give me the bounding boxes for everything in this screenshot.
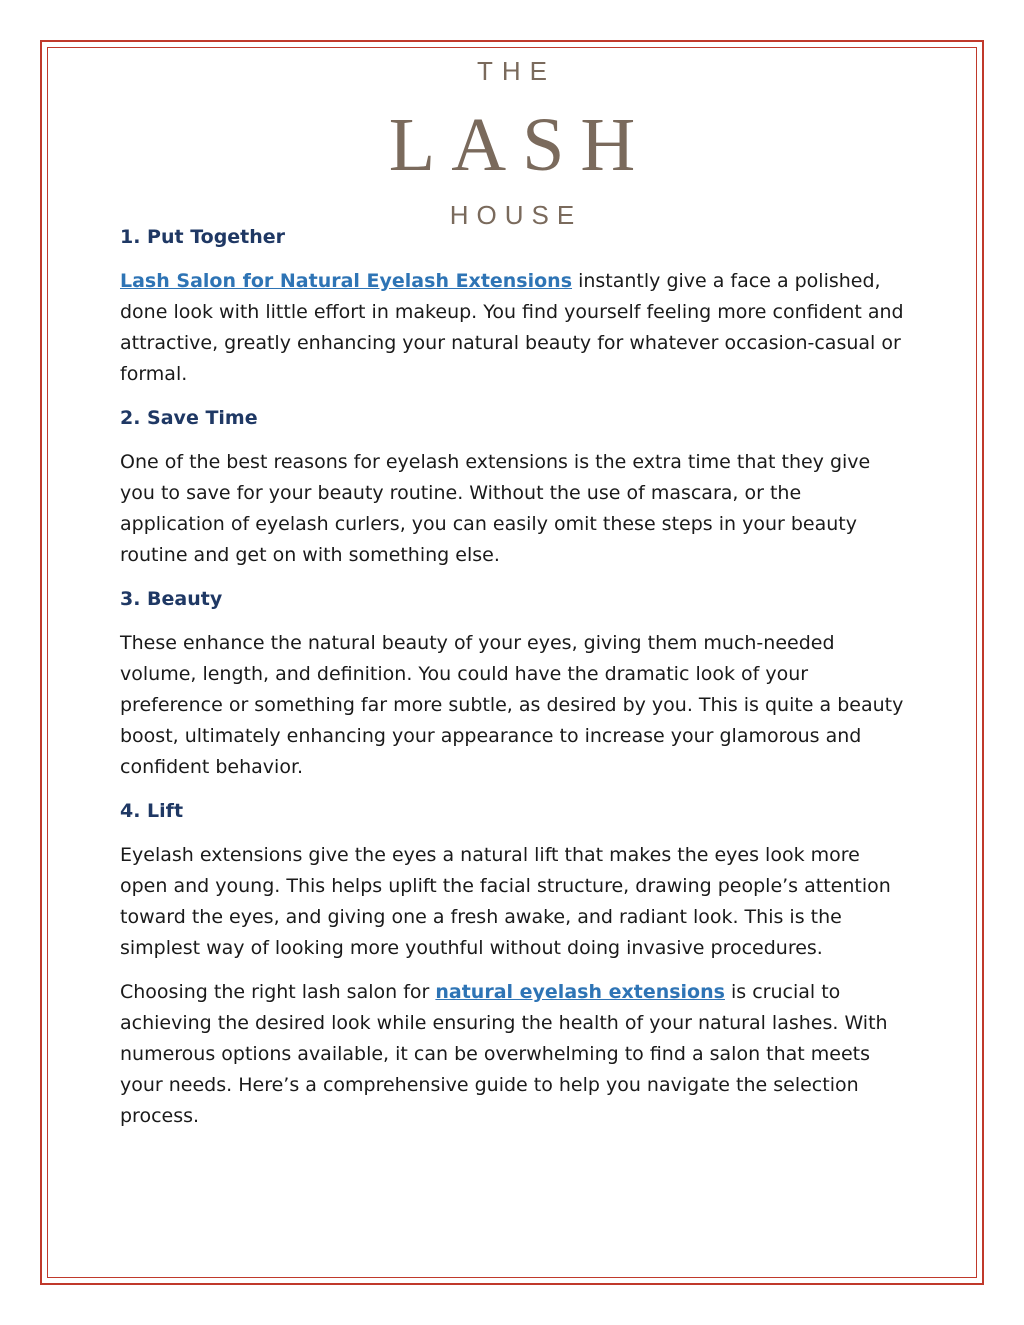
section-heading-save-time: 2. Save Time <box>120 407 258 429</box>
lash-house-logo <box>362 54 662 234</box>
section-text-put-together: instantly give a face a polished, done look with little effort in makeup. You find yourself feeling more confident and attractive, greatly enhancing your natural beauty for whatever occasion-casual or formal. <box>120 270 904 385</box>
section-heading-beauty: 3. Beauty <box>120 588 223 610</box>
section-heading-lift: 4. Lift <box>120 800 184 822</box>
logo-lash-text: LASH <box>388 103 652 187</box>
closing-paragraph <box>120 977 910 1132</box>
section-paragraph-put-together <box>120 266 910 390</box>
closing-text-before: Choosing the right lash salon for <box>120 981 436 1003</box>
logo-the-text: THE <box>477 56 556 86</box>
section-heading-put-together: 1. Put Together <box>120 226 286 248</box>
section-paragraph-beauty: These enhance the natural beauty of your eyes, giving them much-needed volume, length, and definition. You could have the dramatic look of your preference or something far more subtle, as desired by you. This is quite a beauty boost, ultimately enhancing your appearance to increase your glamorous and confident behavior. <box>120 632 904 778</box>
section-paragraph-lift: Eyelash extensions give the eyes a natural lift that makes the eyes look more open and young. This helps uplift the facial structure, drawing people’s attention toward the eyes, and giving one a fresh awake, and radiant look. This is the simplest way of looking more youthful without doing invasive procedures. <box>120 844 891 959</box>
closing-text-after: is crucial to achieving the desired look while ensuring the health of your natural lashes. With numerous options available, it can be overwhelming to find a salon that meets your needs. Here’s a comprehensive guide to help you navigate the selection process. <box>120 981 888 1127</box>
logo-house-text: HOUSE <box>449 200 583 230</box>
document-body <box>120 222 910 1145</box>
natural-eyelash-extensions-link[interactable]: natural eyelash extensions <box>435 981 725 1003</box>
lash-salon-link[interactable]: Lash Salon for Natural Eyelash Extensions <box>120 270 573 292</box>
section-paragraph-save-time: One of the best reasons for eyelash extensions is the extra time that they give you to save for your beauty routine. Without the use of mascara, or the application of eyelash curlers, you can easily omit these steps in your beauty routine and get on with something else. <box>120 451 871 566</box>
